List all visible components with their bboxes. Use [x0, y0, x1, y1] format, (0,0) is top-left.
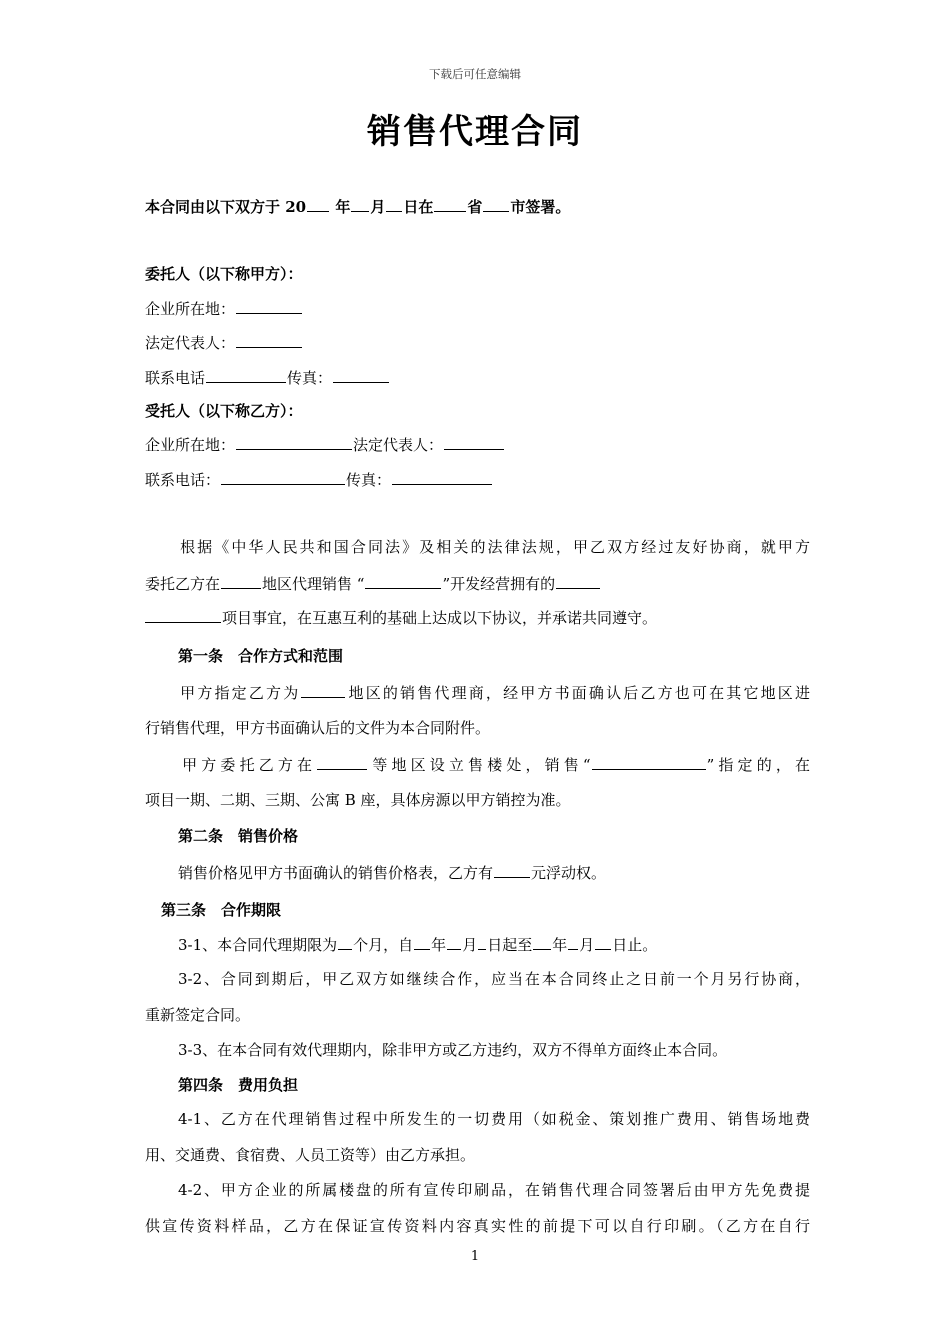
- article-2-para: 销售价格见甲方书面确认的销售价格表，乙方有 元浮动权。: [178, 864, 607, 882]
- clause-3-2-line-2: 重新签定合同。: [145, 1006, 251, 1024]
- article-1-heading: 第一条 合作方式和范围: [178, 647, 344, 665]
- article-1-para-1-line-1: 甲方指定乙方为 地区的销售代理商，经甲方书面确认后乙方也可在其它地区进: [178, 684, 810, 702]
- header-note: 下载后可任意编辑: [429, 67, 521, 81]
- day-blank: [386, 196, 402, 212]
- project-blank: [145, 607, 221, 623]
- region-blank: [221, 573, 261, 589]
- owned-blank: [556, 573, 600, 589]
- party-b-heading: 受托人（以下称乙方）：: [145, 402, 303, 420]
- article-3-heading: 第三条 合作期限: [161, 901, 282, 919]
- party-b-address-blank: [236, 434, 352, 450]
- party-b-fax-blank: [392, 469, 492, 485]
- price-float-blank: [494, 862, 530, 878]
- clause-3-1: 3-1、本合同代理期限为 个月，自 年 月 日起至 年 月 日止。: [178, 936, 658, 954]
- page-number: 1: [470, 1249, 480, 1264]
- clause-4-2-line-1: 4-2、甲方企业的所属楼盘的所有宣传印刷品，在销售代理合同签署后由甲方先免费提: [178, 1181, 810, 1199]
- signing-statement: 本合同由以下双方于 20 年 月 日在 省 市签署。: [145, 198, 571, 216]
- party-b-phone-blank: [221, 469, 345, 485]
- party-a-fax-blank: [333, 367, 389, 383]
- preamble-line-3: 项目事宜，在互惠互利的基础上达成以下协议，并承诺共同遵守。: [145, 607, 810, 628]
- party-a-representative: 法定代表人：: [145, 332, 810, 353]
- document-title: 销售代理合同: [367, 112, 583, 152]
- sales-office-region-blank: [317, 754, 367, 770]
- city-blank: [483, 196, 509, 212]
- party-a-address-blank: [236, 298, 302, 314]
- clause-4-2-line-2: 供宣传资料样品，乙方在保证宣传资料内容真实性的前提下可以自行印刷。（乙方在自行: [145, 1217, 810, 1235]
- province-blank: [434, 196, 466, 212]
- preamble-line-2: 委托乙方在 地区代理销售 “ ”开发经营拥有的: [145, 573, 810, 594]
- clause-4-1-line-1: 4-1、乙方在代理销售过程中所发生的一切费用（如税金、策划推广费用、销售场地费: [178, 1110, 810, 1128]
- party-b-contact: 联系电话： 传真：: [145, 469, 810, 490]
- preamble-line-1: 根据《中华人民共和国合同法》及相关的法律法规，甲乙双方经过友好协商，就甲方: [178, 538, 810, 556]
- party-a-heading: 委托人（以下称甲方）：: [145, 265, 303, 283]
- article-4-heading: 第四条 费用负担: [178, 1076, 299, 1094]
- article-1-para-2-line-2: 项目一期、二期、三期、公寓 B 座，具体房源以甲方销控为准。: [145, 791, 571, 809]
- party-b-address: 企业所在地： 法定代表人：: [145, 434, 810, 455]
- party-b-rep-blank: [444, 434, 504, 450]
- party-a-contact: 联系电话 传真：: [145, 367, 810, 388]
- clause-4-1-line-2: 用、交通费、食宿费、人员工资等）由乙方承担。: [145, 1146, 476, 1164]
- clause-3-2-line-1: 3-2、合同到期后，甲乙双方如继续合作，应当在本合同终止之日前一个月另行协商，: [178, 970, 810, 988]
- article-1-para-2-line-1: 甲方委托乙方在 等地区设立售楼处，销售“ ”指定的，在: [178, 756, 810, 774]
- article-2-heading: 第二条 销售价格: [178, 827, 299, 845]
- party-a-phone-blank: [206, 367, 286, 383]
- designated-project-blank: [592, 754, 706, 770]
- party-a-rep-blank: [236, 332, 302, 348]
- clause-3-3: 3-3、在本合同有效代理期内，除非甲方或乙方违约，双方不得单方面终止本合同。: [178, 1041, 728, 1059]
- party-a-address: 企业所在地：: [145, 298, 810, 319]
- developer-blank: [365, 573, 441, 589]
- year-blank: [307, 196, 329, 212]
- agency-region-blank: [301, 682, 345, 698]
- month-blank: [351, 196, 369, 212]
- article-1-para-1-line-2: 行销售代理，甲方书面确认后的文件为本合同附件。: [145, 719, 491, 737]
